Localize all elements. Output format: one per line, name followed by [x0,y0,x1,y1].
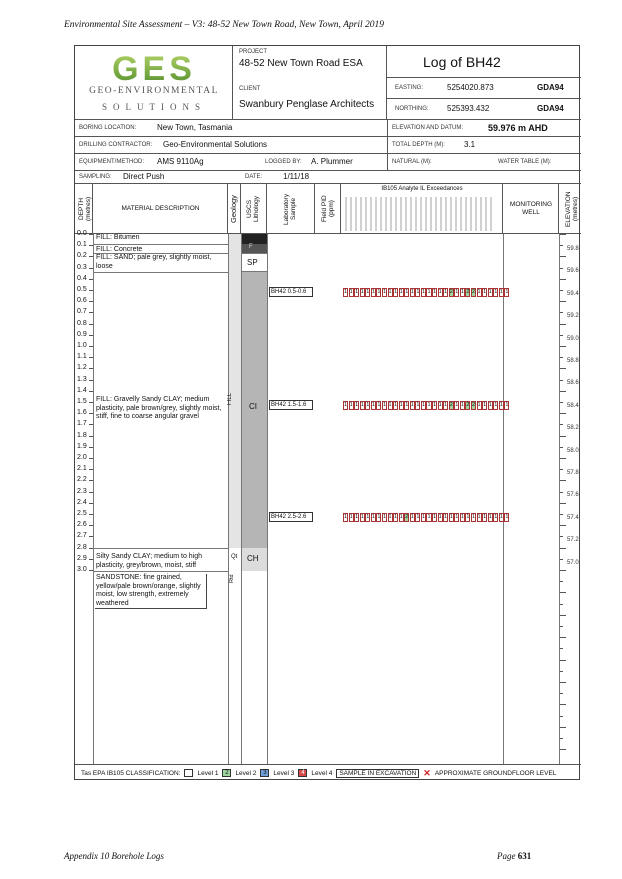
legend-classification-label: Tas EPA IB105 CLASSIFICATION: [81,769,181,777]
exceedance-cell: 1 [505,514,509,520]
elevation-tick: 58.8 [567,358,579,364]
exceedance-cell: 1 [394,514,398,520]
elevation-tick: 59.0 [567,335,579,342]
legend-level4: Level 4 [311,769,333,777]
total-depth-value: 3.1 [464,140,476,149]
exceedance-cell: 1 [455,514,459,520]
exceedance-cell: 1 [366,289,370,295]
exceedance-cell: 1 [421,289,425,295]
legend-level1-swatch [184,769,193,777]
exceedance-cell: 1 [505,402,509,408]
exceedance-cell: 1 [382,514,386,520]
depth-tick: 1.4 [77,386,87,394]
log-title-block [387,46,581,78]
uscs-ci-code: CI [249,402,257,411]
elevation-tick: 57.4 [567,514,579,521]
exceedance-cell: 1 [499,402,503,408]
easting-datum: GDA94 [537,83,564,92]
exceedance-cell: 1 [377,289,381,295]
exceedance-cell: 1 [438,514,442,520]
elevation-tick: 57.6 [567,492,579,499]
exceedance-cell: 1 [355,402,359,408]
exceedance-cell: 1 [433,402,437,408]
exceedance-cell: 1 [421,514,425,520]
elevation-tick: 58.2 [567,425,579,432]
exceedance-cell: 1 [399,289,403,295]
equipment-label: EQUIPMENT/METHOD: [79,159,145,165]
material-sandstone: SANDSTONE: fine grained, yellow/pale brown/orange, slightly moist, low strength, extremely weathered [95,574,207,609]
logo-line1: GEO-ENVIRONMENTAL [89,86,219,96]
exceedance-cell: 1 [494,289,498,295]
page-header: Environmental Site Assessment – V3: 48-52 New Town Road, New Town, April 2019 [64,20,385,30]
legend-level4-swatch: 4 [298,769,307,777]
depth-tick: 0.6 [77,297,87,305]
exceedance-cell: 1 [483,402,487,408]
legend-level2-swatch: 2 [222,769,231,777]
uscs-header-text: USCS Lithology [246,195,260,223]
exceedance-cell: 1 [399,514,403,520]
legend-level2: Level 2 [235,769,257,777]
legend-level3: Level 3 [273,769,295,777]
exceedance-cell: 1 [360,402,364,408]
exceedance-cell: 1 [344,514,348,520]
log-body [75,230,581,764]
exceedance-cell: 2 [405,514,409,520]
exceedance-cell: 1 [349,514,353,520]
exceedance-cell: 1 [388,402,392,408]
elevation-tick: 59.2 [567,313,579,320]
drilling-contractor-label: DRILLING CONTRACTOR: [79,142,153,148]
boring-location-label: BORING LOCATION: [79,125,137,131]
exceedance-cell: 1 [488,402,492,408]
elevation-tick: 58.4 [567,402,579,409]
total-depth-label: TOTAL DEPTH (M): [392,142,445,148]
northing-datum: GDA94 [537,104,564,113]
depth-tick: 0.7 [77,308,87,316]
elevation-tick: 57.2 [567,537,579,544]
material-silty-clay: Silty Sandy CLAY; medium to high plasticity, grey/brown, moist, stiff [95,553,223,570]
exceedance-cell: 1 [433,514,437,520]
elevation-tick: 57.8 [567,470,579,476]
exceedance-cell: 1 [410,289,414,295]
exceedance-cell: 1 [355,514,359,520]
exceedance-cell: 1 [405,289,409,295]
sample-label-1: BH42 0.5-0.6 [269,287,313,297]
depth-tick: 1.2 [77,364,87,372]
exceedance-cell: 1 [382,289,386,295]
exceedance-cell: 1 [460,402,464,408]
depth-tick: 0.1 [77,241,87,249]
exceedance-cell: 1 [444,402,448,408]
exceedance-cell: 1 [377,402,381,408]
client-label: CLIENT [239,86,261,92]
exceedance-cell: 1 [477,514,481,520]
uscs-ch-code: CH [247,554,259,563]
exceedance-cell: 1 [394,289,398,295]
exceedance-cell: 1 [488,289,492,295]
easting-value: 5254020.873 [447,83,494,92]
elevation-tick: 59.4 [567,290,579,297]
sampling-value: Direct Push [123,172,165,181]
depth-tick: 1.0 [77,342,87,349]
project-block [233,46,387,120]
elevation-header-text: ELEVATION (metres) [565,191,579,227]
material-concrete: FILL: Concrete [95,246,225,255]
material-header-text: MATERIAL DESCRIPTION [121,205,200,212]
exceedance-cell: 1 [405,402,409,408]
material-bitumen: FILL: Bitumen [95,234,225,243]
geology-header [228,184,241,234]
water-table-label: WATER TABLE (M): [498,159,552,165]
sampling-row [75,171,581,184]
exceedance-cell: 2 [449,289,453,295]
exceedance-cell: 1 [494,514,498,520]
exceedance-cell: 1 [382,402,386,408]
exceedance-cell: 1 [416,514,420,520]
exceedance-cell: 1 [349,402,353,408]
exceedance-cell: 1 [360,514,364,520]
legend-level1: Level 1 [197,769,219,777]
exceedance-cell: 1 [449,514,453,520]
borehole-log-sheet [74,45,580,780]
date-label: DATE: [245,174,263,180]
elevation-tick: 58.0 [567,447,579,454]
exceedance-cell: 1 [371,289,375,295]
svg-text:GES: GES [112,52,196,84]
exceedance-cell: 1 [410,402,414,408]
exceedance-cell: 1 [477,402,481,408]
exceedance-cell: 1 [494,402,498,408]
elevation-tick: 59.6 [567,268,579,275]
elevation-tick: 59.8 [567,246,579,252]
depth-tick: 2.0 [77,454,87,461]
exceedance-cell: 1 [427,402,431,408]
depth-tick: 1.6 [77,409,87,417]
depth-tick: 1.9 [77,442,87,450]
depth-tick: 1.5 [77,398,87,405]
depth-tick: 2.4 [77,498,87,506]
exceedance-cell: 2 [471,289,475,295]
groundfloor-cross-icon: ✕ [423,767,431,778]
material-gravelly-clay: FILL: Gravelly Sandy CLAY; medium plasticity, pale brown/grey, slightly moist, stiff, fine to coarse angular gravel [96,396,222,420]
northing-row [387,99,581,120]
geology-rock-label: Rtd [229,574,235,584]
pid-header-text: Field PID (ppm) [321,195,335,223]
easting-label: EASTING: [395,85,424,91]
uscs-header [241,184,267,234]
depth-tick: 0.3 [77,263,87,271]
ib105-header [341,184,503,234]
ib105-header-text: IB105 Analyte IL Exceedances [381,186,463,192]
logo-line2: SOLUTIONS [101,102,206,112]
exceedance-cell: 1 [444,289,448,295]
sampling-label: SAMPLING: [79,174,112,180]
ges-logo-icon [93,52,215,84]
logo-block [75,46,233,120]
monitoring-header-text: MONITORING WELL [509,201,553,216]
exceedance-cell: 1 [505,289,509,295]
exceedance-cell: 1 [394,402,398,408]
exceedance-cell: 1 [399,402,403,408]
exceedance-cell: 1 [488,514,492,520]
geology-natural-label: Qt [231,554,238,560]
exceedance-cell: 1 [366,402,370,408]
exceedance-row-2 [343,401,509,410]
uscs-concrete-fill [242,244,267,253]
depth-tick: 2.6 [77,521,87,529]
elevation-tick: 58.6 [567,380,579,387]
depth-tick: 1.1 [77,353,87,361]
depth-tick: 2.9 [77,554,87,562]
elevation-header [559,184,581,234]
legend [75,764,581,781]
depth-tick: 3.0 [77,566,87,573]
drilling-contractor-value: Geo-Environmental Solutions [163,140,268,149]
client-value: Swanbury Penglase Architects [239,99,375,110]
natural-label: NATURAL (M): [392,159,432,165]
exceedance-cell: 1 [360,289,364,295]
elevation-tick: 57.0 [567,559,579,566]
exceedance-cell: 1 [355,289,359,295]
equipment-row [75,154,581,171]
depth-tick: 2.3 [77,487,87,495]
exceedance-cell: 1 [499,514,503,520]
date-value: 1/11/18 [283,172,310,181]
exceedance-cell: 1 [371,402,375,408]
lab-sample-header-text: Laboratory Sample [283,193,297,225]
depth-tick: 2.7 [77,532,87,540]
logged-by-value: A. Plummer [311,157,353,166]
analyte-names-icon [342,195,502,233]
elevation-datum-label: ELEVATION AND DATUM: [392,125,464,131]
boring-location-value: New Town, Tasmania [157,123,233,132]
uscs-concrete-code: F [249,244,253,250]
lab-sample-header [267,184,315,234]
exceedance-cell: 1 [388,514,392,520]
exceedance-cell: 1 [477,289,481,295]
northing-label: NORTHING: [395,106,429,112]
exceedance-cell: 1 [349,289,353,295]
exceedance-cell: 1 [455,402,459,408]
depth-header-text: DEPTH (metres) [78,196,92,222]
exceedance-cell: 1 [416,289,420,295]
legend-sample-in-excavation: SAMPLE IN EXCAVATION [336,769,419,778]
exceedance-row-1 [343,288,509,297]
material-sand: FILL: SAND; pale grey, slightly moist, loose [95,254,223,271]
legend-groundfloor: APPROXIMATE GROUNDFLOOR LEVEL [434,769,557,777]
exceedance-cell: 1 [388,289,392,295]
sample-label-2: BH42 1.5-1.6 [269,400,313,410]
exceedance-cell: 1 [427,514,431,520]
exceedance-cell: 1 [460,289,464,295]
uscs-bitumen-fill [242,234,267,244]
project-value: 48-52 New Town Road ESA [239,58,363,69]
page-label: Page [497,851,518,861]
exceedance-cell: 1 [466,514,470,520]
material-header [93,184,228,234]
project-label: PROJECT [239,49,268,55]
exceedance-cell: 2 [466,402,470,408]
exceedance-cell: 1 [410,514,414,520]
exceedance-cell: 1 [433,289,437,295]
exceedance-cell: 2 [449,402,453,408]
northing-value: 525393.432 [447,104,490,113]
depth-tick: 2.2 [77,476,87,484]
depth-tick: 1.3 [77,375,87,383]
geology-fill-label: FILL [227,393,233,406]
pid-header [315,184,341,234]
exceedance-cell: 1 [483,289,487,295]
exceedance-cell: 2 [466,289,470,295]
depth-tick: 0.2 [77,252,87,260]
exceedance-cell: 1 [366,514,370,520]
exceedance-cell: 1 [377,514,381,520]
exceedance-cell: 1 [427,289,431,295]
log-title: Log of BH42 [423,54,501,70]
exceedance-cell: 1 [438,402,442,408]
elevation-datum-value: 59.976 m AHD [488,123,548,133]
exceedance-cell: 1 [421,402,425,408]
depth-tick: 0.5 [77,286,87,293]
geology-header-text: Geology [229,195,238,223]
page-number: 631 [517,851,532,861]
exceedance-cell: 1 [416,402,420,408]
depth-tick: 0.9 [77,330,87,338]
exceedance-cell: 1 [444,514,448,520]
sample-label-3: BH42 2.5-2.6 [269,512,313,522]
depth-header [75,184,93,234]
depth-tick: 0.4 [77,274,87,282]
exceedance-cell: 1 [471,514,475,520]
depth-tick: 1.8 [77,431,87,439]
page-footer-left: Appendix 10 Borehole Logs [64,851,164,861]
depth-tick: 2.8 [77,543,87,551]
exceedance-cell: 1 [438,289,442,295]
drilling-contractor-row [75,137,581,154]
equipment-value: AMS 9110Ag [157,157,204,166]
monitoring-well-header [503,184,559,234]
exceedance-cell: 1 [344,289,348,295]
depth-tick: 2.1 [77,465,87,473]
depth-tick: 1.7 [77,420,87,428]
exceedance-cell: 1 [460,514,464,520]
exceedance-cell: 2 [471,402,475,408]
depth-tick: 0.8 [77,319,87,327]
exceedance-cell: 1 [371,514,375,520]
uscs-sand-code: SP [247,258,258,267]
page-footer-right [497,851,531,861]
boring-location-row [75,120,581,137]
exceedance-cell: 1 [455,289,459,295]
legend-level3-swatch: 3 [260,769,269,777]
exceedance-cell: 1 [499,289,503,295]
depth-tick: 2.5 [77,510,87,517]
exceedance-cell: 1 [483,514,487,520]
easting-row [387,78,581,99]
exceedance-row-3 [343,513,509,522]
logged-by-label: LOGGED BY: [265,159,302,165]
depth-tick: 0.0 [77,230,87,237]
exceedance-cell: 1 [344,402,348,408]
